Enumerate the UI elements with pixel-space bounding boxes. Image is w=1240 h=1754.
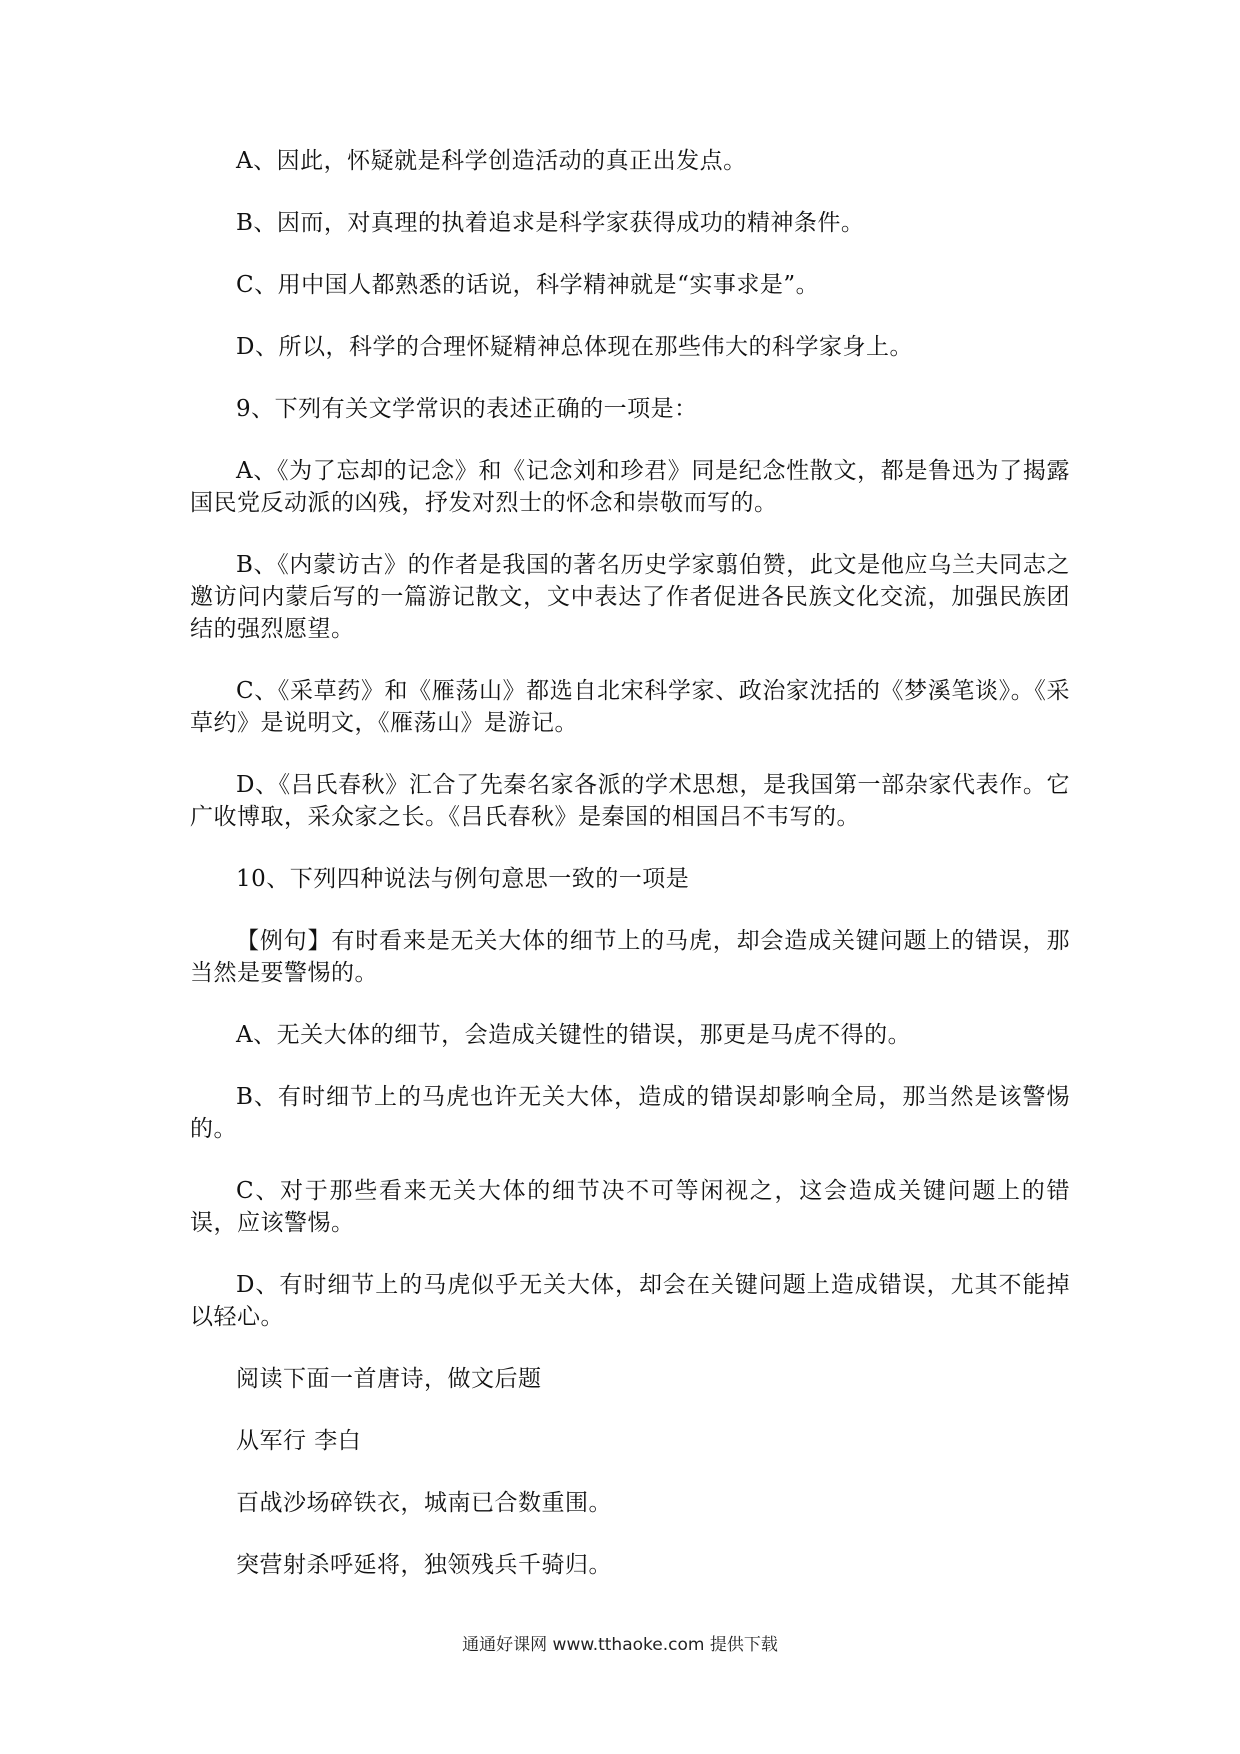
question-10-option-c: C、对于那些看来无关大体的细节决不可等闲视之，这会造成关键问题上的错误，应该警惕。 [190, 1178, 1070, 1236]
reading-instruction: 阅读下面一首唐诗，做文后题 [236, 1366, 542, 1392]
question-9-option-b: B、《内蒙访古》的作者是我国的著名历史学家翦伯赞，此文是他应乌兰夫同志之邀访问内蒙后写的一篇游记散文，文中表达了作者促进各民族文化交流，加强民族团结的强烈愿望。 [190, 552, 1070, 642]
page-footer: 通通好课网 www.tthaoke.com 提供下载 [462, 1635, 778, 1655]
option-a-paragraph: A、因此，怀疑就是科学创造活动的真正出发点。 [236, 148, 747, 174]
question-9-option-a: A、《为了忘却的记念》和《记念刘和珍君》同是纪念性散文，都是鲁迅为了揭露国民党反动派的凶残，抒发对烈士的怀念和崇敬而写的。 [190, 458, 1070, 516]
option-c-paragraph: C、用中国人都熟悉的话说，科学精神就是“实事求是”。 [236, 272, 820, 298]
poem-line-2: 突营射杀呼延将，独领残兵千骑归。 [236, 1552, 612, 1578]
example-sentence: 【例句】有时看来是无关大体的细节上的马虎，却会造成关键问题上的错误，那当然是要警惕的。 [190, 928, 1070, 986]
option-b-paragraph: B、因而，对真理的执着追求是科学家获得成功的精神条件。 [236, 210, 865, 236]
question-9-option-c: C、《采草药》和《雁荡山》都选自北宋科学家、政治家沈括的《梦溪笔谈》。《采草约》是说明文，《雁荡山》是游记。 [190, 678, 1070, 736]
question-10-option-a: A、无关大体的细节，会造成关键性的错误，那更是马虎不得的。 [236, 1022, 912, 1048]
question-9-option-d: D、《吕氏春秋》汇合了先秦名家各派的学术思想，是我国第一部杂家代表作。它广收博取，采众家之长。《吕氏春秋》是秦国的相国吕不韦写的。 [190, 772, 1070, 830]
question-10-option-d: D、有时细节上的马虎似乎无关大体，却会在关键问题上造成错误，尤其不能掉以轻心。 [190, 1272, 1070, 1330]
poem-title: 从军行 李白 [236, 1428, 362, 1454]
option-d-paragraph: D、所以，科学的合理怀疑精神总体现在那些伟大的科学家身上。 [236, 334, 913, 360]
question-10-option-b: B、有时细节上的马虎也许无关大体，造成的错误却影响全局，那当然是该警惕的。 [190, 1084, 1070, 1142]
question-10: 10、下列四种说法与例句意思一致的一项是 [236, 866, 690, 892]
document-body [190, 145, 1070, 1611]
question-9: 9、下列有关文学常识的表述正确的一项是： [236, 396, 698, 422]
poem-line-1: 百战沙场碎铁衣，城南已合数重围。 [236, 1490, 612, 1516]
